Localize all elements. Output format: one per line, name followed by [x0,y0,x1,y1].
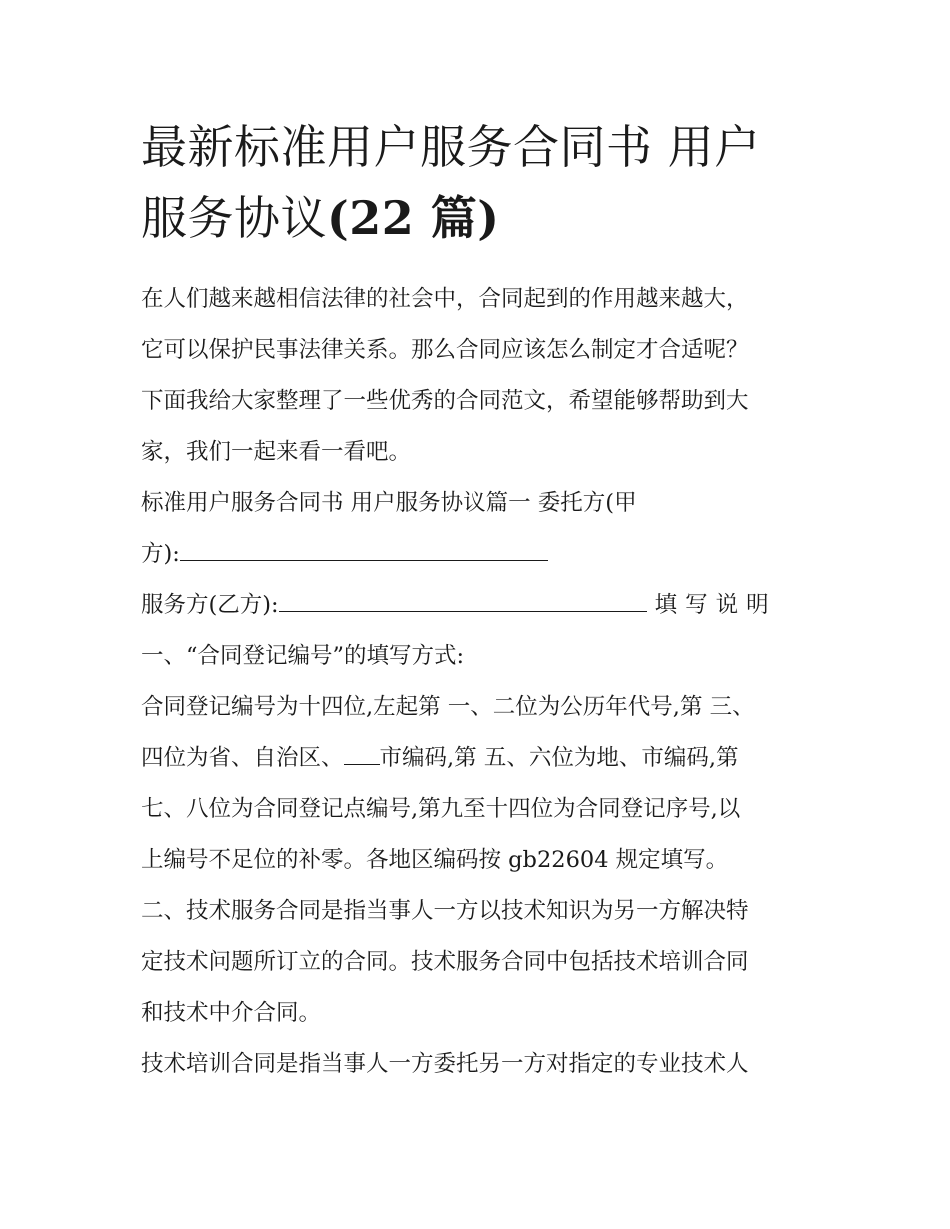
title-count: (22 篇) [327,191,500,245]
item1-line-3: 七、八位为合同登记点编号,第九至十四位为合同登记序号,以 [141,796,741,822]
intro-line-1: 在人们越来越相信法律的社会中，合同起到的作用越来越大， [141,286,749,312]
item1-line-2-end: 市编码,第 五、六位为地、市编码,第 [379,745,739,771]
title-line-2 [141,183,821,254]
item1-line-2-start: 四位为省、自治区、 [141,745,344,771]
party-a-line [141,529,821,580]
party-a-label: 方): [141,541,180,567]
party-a-blank [180,540,548,561]
item3-line-1: 技术培训合同是指当事人一方委托另一方对指定的专业技术人 [141,1051,749,1077]
intro-line-4: 家，我们一起来看一看吧。 [141,439,412,465]
document-title [141,112,821,254]
document-body [141,274,821,1090]
intro-line-2: 它可以保护民事法律关系。那么合同应该怎么制定才合适呢？ [141,337,749,363]
item1-line-2 [141,733,821,784]
city-code-blank [344,744,380,765]
item1-heading: 一、“合同登记编号”的填写方式: [141,643,465,669]
party-b-label: 服务方(乙方): [141,592,279,618]
item1-line-1: 合同登记编号为十四位,左起第 一、二位为公历年代号,第 三、 [141,694,755,720]
party-b-blank [279,591,647,612]
item1-line-4: 上编号不足位的补零。各地区编码按 gb22604 规定填写。 [141,847,729,873]
fill-note: 填写说明 [654,592,777,618]
document-page [141,112,821,1090]
item2-line-2: 定技术问题所订立的合同。技术服务合同中包括技术培训合同 [141,949,749,975]
title-line-1: 最新标准用户服务合同书 用户 [141,120,761,174]
section1-heading: 标准用户服务合同书 用户服务协议篇一 委托方(甲 [141,490,637,516]
intro-line-3: 下面我给大家整理了一些优秀的合同范文，希望能够帮助到大 [141,388,749,414]
title-line-2-text: 服务协议 [141,191,327,245]
item2-line-1: 二、技术服务合同是指当事人一方以技术知识为另一方解决特 [141,898,749,924]
item2-line-3: 和技术中介合同。 [141,1000,322,1026]
party-b-line [141,580,821,631]
